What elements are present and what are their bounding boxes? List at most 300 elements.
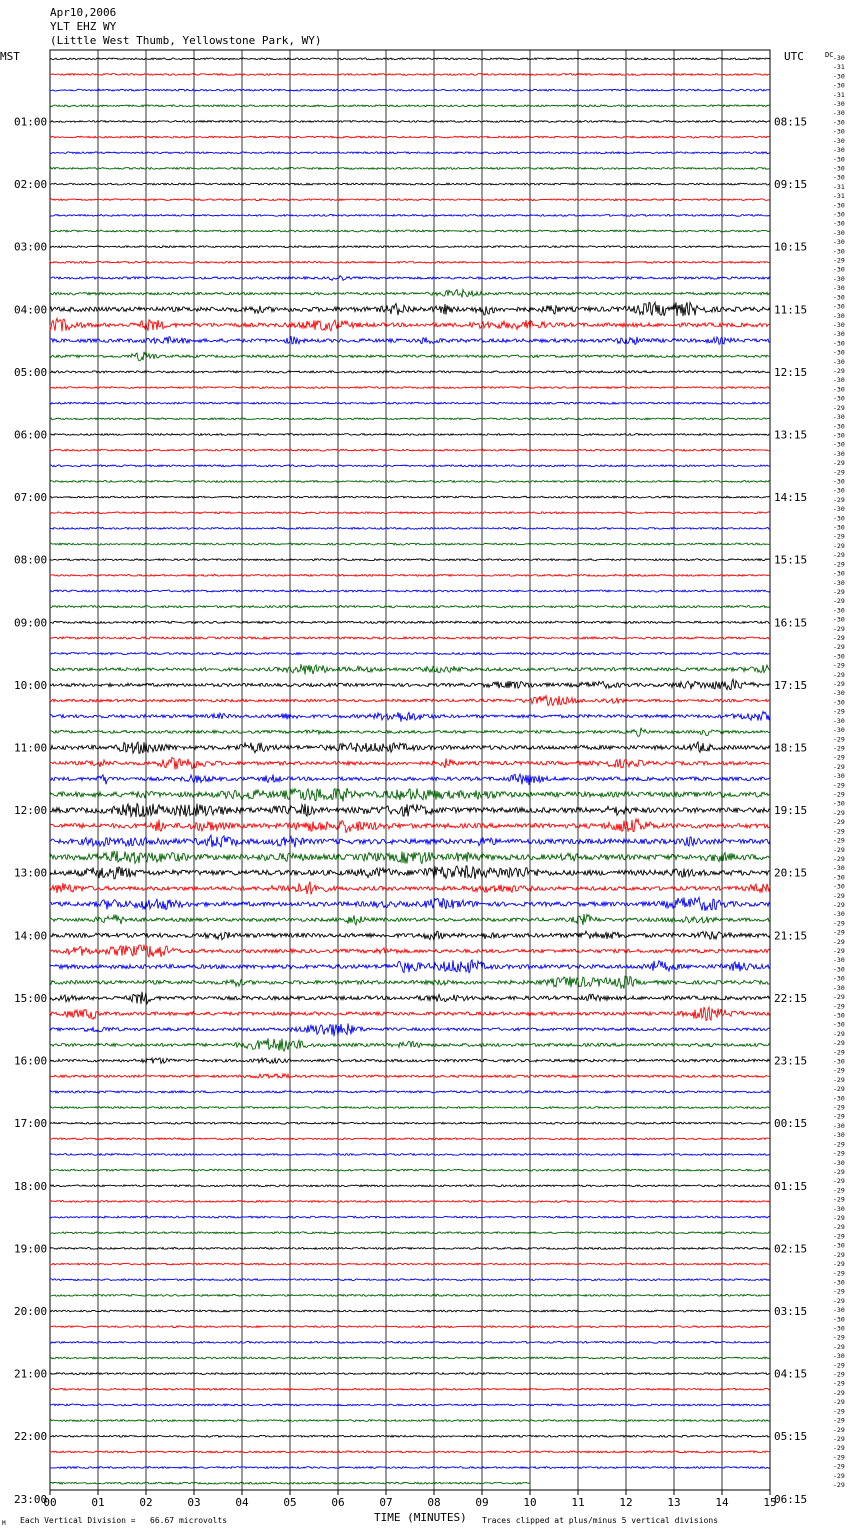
dc-offset: -30 <box>833 311 845 320</box>
trace-90 <box>50 1467 770 1469</box>
trace-30 <box>50 528 770 530</box>
dc-offset: -29 <box>833 762 845 771</box>
dc-offset: -29 <box>833 1103 845 1112</box>
dc-offset: -29 <box>833 1149 845 1158</box>
dc-offset: -29 <box>833 1407 845 1416</box>
trace-75 <box>50 1232 770 1234</box>
trace-5 <box>50 136 770 138</box>
utc-hour-label: 12:15 <box>774 365 808 379</box>
trace-20 <box>50 371 770 373</box>
trace-73 <box>50 1201 770 1203</box>
trace-43 <box>50 728 770 737</box>
dc-offset: -30 <box>833 431 845 440</box>
trace-74 <box>50 1216 770 1218</box>
dc-offset: -29 <box>833 1462 845 1471</box>
utc-hour-label: 15:15 <box>774 553 808 567</box>
dc-offset: -30 <box>833 275 845 283</box>
dc-offset: -29 <box>833 1398 845 1407</box>
dc-offset: -30 <box>833 716 845 725</box>
mst-hour-label: 01:00 <box>14 115 48 129</box>
utc-hour-label: 16:15 <box>774 616 808 630</box>
dc-offset: -29 <box>833 1029 845 1038</box>
dc-offset: -30 <box>833 1158 845 1167</box>
trace-24 <box>50 434 770 436</box>
dc-offset: -30 <box>833 201 845 210</box>
mst-hour-label: 17:00 <box>14 1117 48 1131</box>
trace-19 <box>50 352 770 361</box>
x-tick-label: 08 <box>427 1496 441 1509</box>
dc-offset: -29 <box>833 753 845 762</box>
trace-22 <box>50 402 770 404</box>
trace-17 <box>50 318 770 331</box>
utc-hour-label: 04:15 <box>774 1367 808 1381</box>
trace-64 <box>50 1058 770 1063</box>
dc-offset: -29 <box>833 670 845 679</box>
dc-offset: -30 <box>833 238 845 247</box>
mst-hour-label: 05:00 <box>14 365 48 379</box>
dc-offset: -29 <box>833 256 845 265</box>
dc-offset: -29 <box>833 1039 845 1048</box>
trace-12 <box>50 246 770 248</box>
dc-offset: -30 <box>833 956 845 965</box>
dc-offset: -30 <box>833 385 845 394</box>
dc-offset: -31 <box>833 90 845 99</box>
dc-offset: -29 <box>833 1471 845 1480</box>
dc-offset: -30 <box>833 440 845 449</box>
dc-offset: -29 <box>833 1453 845 1462</box>
mst-hour-label: 18:00 <box>14 1179 48 1193</box>
dc-offset: -29 <box>833 993 845 1002</box>
trace-0 <box>50 58 770 60</box>
dc-offset: -29 <box>833 1370 845 1379</box>
dc-offset: -30 <box>833 247 845 256</box>
dc-label: DC <box>825 51 834 59</box>
mst-hour-label: 12:00 <box>14 804 48 818</box>
plot-frame <box>50 50 770 1490</box>
trace-21 <box>50 387 770 389</box>
dc-offset: -30 <box>833 219 845 228</box>
dc-offset: -30 <box>833 155 845 164</box>
dc-offset: -29 <box>833 1287 845 1296</box>
dc-offset: -29 <box>833 1269 845 1278</box>
station-code: YLT EHZ WY <box>50 20 117 33</box>
utc-hour-label: 13:15 <box>774 428 808 442</box>
dc-offset: -30 <box>833 109 845 118</box>
dc-offset: -30 <box>833 54 845 62</box>
trace-77 <box>50 1263 770 1265</box>
utc-hour-label: 01:15 <box>774 1179 808 1193</box>
dc-offset-labels <box>833 54 845 1489</box>
dc-offset: -30 <box>833 136 845 145</box>
dc-offset: -30 <box>833 210 845 219</box>
dc-offset: -29 <box>833 845 845 854</box>
dc-offset: -29 <box>833 1416 845 1425</box>
dc-offset: -29 <box>833 818 845 827</box>
dc-offset: -29 <box>833 1260 845 1268</box>
utc-hour-label: 19:15 <box>774 804 808 818</box>
utc-hour-label: 18:15 <box>774 741 808 755</box>
dc-offset: -29 <box>833 1075 845 1084</box>
x-tick-label: 15 <box>763 1496 777 1509</box>
x-axis-label: TIME (MINUTES) <box>374 1511 467 1524</box>
dc-offset: -29 <box>833 1085 845 1094</box>
dc-offset: -30 <box>833 348 845 357</box>
trace-25 <box>50 449 770 451</box>
dc-offset: -29 <box>833 661 845 670</box>
trace-56 <box>50 931 770 940</box>
trace-58 <box>50 960 770 973</box>
trace-7 <box>50 168 770 170</box>
trace-59 <box>50 976 770 988</box>
dc-offset: -29 <box>833 680 845 688</box>
dc-offset: -29 <box>833 1112 845 1121</box>
dc-offset: -30 <box>833 1094 845 1103</box>
trace-9 <box>50 199 770 201</box>
dc-offset: -29 <box>833 1195 845 1204</box>
dc-offset: -29 <box>833 1168 845 1176</box>
dc-offset: -29 <box>833 468 845 477</box>
dc-offset: -29 <box>833 947 845 955</box>
utc-hour-label: 06:15 <box>774 1492 808 1506</box>
dc-offset: -29 <box>833 781 845 790</box>
mst-hour-label: 02:00 <box>14 178 48 192</box>
dc-offset: -30 <box>833 477 845 486</box>
dc-offset: -30 <box>833 413 845 422</box>
dc-offset: -31 <box>833 192 845 201</box>
header <box>50 6 322 47</box>
trace-72 <box>50 1185 770 1187</box>
dc-offset: -29 <box>833 1379 845 1388</box>
utc-hour-label: 00:15 <box>774 1117 808 1131</box>
dc-offset: -29 <box>833 1425 845 1434</box>
dc-offset: -29 <box>833 1481 845 1489</box>
dc-offset: -30 <box>833 173 845 182</box>
trace-3 <box>50 105 770 107</box>
trace-80 <box>50 1310 770 1312</box>
utc-hour-label: 05:15 <box>774 1430 808 1444</box>
dc-offset: -30 <box>833 698 845 707</box>
dc-offset: -29 <box>833 1214 845 1222</box>
trace-35 <box>50 606 770 608</box>
trace-13 <box>50 261 770 263</box>
mst-hour-label: 07:00 <box>14 491 48 505</box>
dc-offset: -29 <box>833 634 845 642</box>
trace-57 <box>50 945 770 957</box>
footer-mark: M <box>2 1520 6 1527</box>
dc-offset: -30 <box>833 118 845 127</box>
x-tick-label: 03 <box>187 1496 201 1509</box>
trace-68 <box>50 1122 770 1124</box>
trace-39 <box>50 664 770 674</box>
dc-offset: -30 <box>833 394 845 403</box>
utc-hour-label: 17:15 <box>774 678 808 692</box>
dc-offset: -30 <box>833 965 845 974</box>
trace-32 <box>50 559 770 561</box>
mst-hour-label: 15:00 <box>14 991 48 1005</box>
x-tick-label: 09 <box>475 1496 489 1509</box>
trace-61 <box>50 1007 770 1020</box>
dc-offset: -29 <box>833 744 845 753</box>
dc-offset: -30 <box>833 983 845 992</box>
trace-89 <box>50 1451 770 1453</box>
dc-offset: -29 <box>833 643 845 652</box>
trace-71 <box>50 1169 770 1171</box>
dc-offset: -30 <box>833 449 845 458</box>
mst-hour-label: 20:00 <box>14 1305 48 1318</box>
trace-85 <box>50 1388 770 1390</box>
trace-1 <box>50 74 770 76</box>
dc-offset: -30 <box>833 1204 845 1213</box>
dc-offset: -29 <box>833 855 845 863</box>
mst-hour-label: 10:00 <box>14 678 48 692</box>
x-tick-label: 10 <box>523 1496 537 1509</box>
dc-offset: -29 <box>833 1361 845 1370</box>
dc-offset: -29 <box>833 1066 845 1075</box>
dc-offset: -30 <box>833 100 845 108</box>
dc-offset: -29 <box>833 937 845 946</box>
dc-offset: -30 <box>833 376 845 385</box>
trace-2 <box>50 89 770 91</box>
mst-hour-label: 16:00 <box>14 1054 48 1068</box>
utc-hour-label: 11:15 <box>774 303 808 317</box>
dc-offset: -29 <box>833 1296 845 1305</box>
utc-hour-label: 20:15 <box>774 866 808 880</box>
dc-offset: -29 <box>833 560 845 569</box>
trace-6 <box>50 152 770 154</box>
vertical-division-note: Each Vertical Division = 66.67 microvolts <box>20 1516 228 1525</box>
mst-hour-label: 06:00 <box>14 428 48 442</box>
dc-offset: -30 <box>833 330 845 339</box>
trace-41 <box>50 696 770 706</box>
dc-offset: -30 <box>833 1057 845 1066</box>
dc-offset: -31 <box>833 63 845 72</box>
dc-offset: -30 <box>833 1011 845 1020</box>
dc-offset: -29 <box>833 790 845 799</box>
trace-50 <box>50 835 770 847</box>
utc-hour-label: 21:15 <box>774 929 808 943</box>
utc-hour-label: 14:15 <box>774 491 808 505</box>
dc-offset: -29 <box>833 891 845 900</box>
dc-offset: -29 <box>833 624 845 633</box>
dc-offset: -30 <box>833 569 845 578</box>
trace-28 <box>50 496 770 498</box>
trace-81 <box>50 1326 770 1328</box>
trace-48 <box>50 804 770 818</box>
trace-55 <box>50 914 770 925</box>
dc-offset: -29 <box>833 1232 845 1241</box>
dc-offset: -30 <box>833 882 845 891</box>
trace-34 <box>50 590 770 592</box>
x-tick-label: 06 <box>331 1496 345 1509</box>
trace-40 <box>50 679 770 690</box>
trace-78 <box>50 1279 770 1281</box>
trace-79 <box>50 1294 770 1296</box>
x-tick-label: 02 <box>139 1496 153 1509</box>
trace-51 <box>50 851 770 864</box>
x-tick-label: 13 <box>667 1496 681 1509</box>
trace-76 <box>50 1248 770 1250</box>
mst-hour-label: 03:00 <box>14 240 48 254</box>
trace-62 <box>50 1023 770 1036</box>
dc-offset: -30 <box>833 606 845 615</box>
dc-offset: -29 <box>833 1250 845 1259</box>
dc-offset: -29 <box>833 836 845 845</box>
mst-hour-label: 14:00 <box>14 929 48 943</box>
trace-37 <box>50 637 770 639</box>
dc-offset: -30 <box>833 339 845 348</box>
dc-offset: -30 <box>833 726 845 735</box>
trace-84 <box>50 1373 770 1375</box>
mst-hour-label: 19:00 <box>14 1242 48 1256</box>
dc-offset: -30 <box>833 72 845 81</box>
utc-hour-labels <box>774 115 807 1505</box>
x-tick-label: 00 <box>43 1496 57 1509</box>
trace-42 <box>50 712 770 722</box>
dc-offset: -30 <box>833 1352 845 1361</box>
dc-offset: -30 <box>833 1020 845 1029</box>
dc-offset: -29 <box>833 1140 845 1149</box>
seismic-traces <box>50 58 770 1484</box>
trace-31 <box>50 543 770 545</box>
x-tick-label: 12 <box>619 1496 633 1509</box>
dc-offset: -29 <box>833 1435 845 1443</box>
dc-offset: -30 <box>833 615 845 624</box>
x-axis-ticks <box>43 1490 776 1509</box>
left-timezone-label: MST <box>0 50 20 63</box>
trace-47 <box>50 788 770 801</box>
trace-65 <box>50 1074 770 1078</box>
dc-offset: -30 <box>833 799 845 808</box>
trace-63 <box>50 1038 770 1051</box>
utc-hour-label: 10:15 <box>774 240 808 254</box>
trace-23 <box>50 418 770 420</box>
dc-offset: -29 <box>833 808 845 817</box>
clipping-note: Traces clipped at plus/minus 5 vertical divisions <box>482 1516 719 1525</box>
dc-offset: -29 <box>833 1186 845 1195</box>
trace-8 <box>50 183 770 185</box>
dc-offset: -29 <box>833 403 845 412</box>
trace-82 <box>50 1341 770 1343</box>
trace-60 <box>50 992 770 1004</box>
mst-hour-label: 13:00 <box>14 866 48 880</box>
utc-hour-label: 22:15 <box>774 991 808 1005</box>
mst-hour-label: 23:00 <box>14 1492 48 1506</box>
trace-45 <box>50 757 770 769</box>
dc-offset: -30 <box>833 873 845 882</box>
trace-83 <box>50 1357 770 1359</box>
mst-hour-labels <box>14 115 47 1505</box>
utc-hour-label: 08:15 <box>774 115 808 129</box>
x-tick-label: 04 <box>235 1496 249 1509</box>
utc-hour-label: 09:15 <box>774 178 808 192</box>
dc-offset: -30 <box>833 689 845 698</box>
utc-hour-label: 03:15 <box>774 1305 808 1318</box>
dc-offset: -30 <box>833 1131 845 1140</box>
dc-offset: -29 <box>833 459 845 468</box>
trace-33 <box>50 575 770 577</box>
trace-38 <box>50 653 770 655</box>
x-tick-label: 07 <box>379 1496 393 1509</box>
dc-offset: -30 <box>833 1278 845 1287</box>
dc-offset: -29 <box>833 367 845 375</box>
trace-69 <box>50 1138 770 1140</box>
trace-66 <box>50 1091 770 1093</box>
dc-offset: -29 <box>833 1002 845 1011</box>
dc-offset: -30 <box>833 505 845 514</box>
dc-offset: -29 <box>833 901 845 909</box>
dc-offset: -30 <box>833 1121 845 1130</box>
trace-70 <box>50 1154 770 1156</box>
dc-offset: -30 <box>833 1315 845 1324</box>
record-date: Apr10,2006 <box>50 6 117 19</box>
trace-49 <box>50 819 770 833</box>
x-tick-label: 14 <box>715 1496 729 1509</box>
utc-hour-label: 23:15 <box>774 1054 808 1068</box>
dc-offset: -29 <box>833 735 845 744</box>
dc-offset: -29 <box>833 1333 845 1342</box>
dc-offset: -30 <box>833 302 845 311</box>
dc-offset: -29 <box>833 1444 845 1453</box>
dc-offset: -29 <box>833 1223 845 1232</box>
dc-offset: -29 <box>833 1048 845 1057</box>
dc-offset: -31 <box>833 182 845 191</box>
dc-offset: -30 <box>833 357 845 366</box>
trace-53 <box>50 882 770 895</box>
trace-52 <box>50 866 770 879</box>
dc-offset: -29 <box>833 1177 845 1186</box>
trace-29 <box>50 512 770 514</box>
dc-offset: -30 <box>833 284 845 293</box>
dc-offset: -30 <box>833 514 845 523</box>
dc-offset: -29 <box>833 928 845 937</box>
x-tick-label: 11 <box>571 1496 585 1509</box>
mst-hour-label: 22:00 <box>14 1430 48 1444</box>
dc-offset: -30 <box>833 523 845 532</box>
dc-offset: -30 <box>833 228 845 237</box>
trace-16 <box>50 302 770 316</box>
dc-offset: -29 <box>833 827 845 836</box>
trace-15 <box>50 290 770 298</box>
trace-67 <box>50 1107 770 1109</box>
dc-offset: -30 <box>833 146 845 155</box>
dc-offset: -29 <box>833 532 845 541</box>
dc-offset: -29 <box>833 495 845 504</box>
trace-46 <box>50 774 770 785</box>
trace-4 <box>50 121 770 123</box>
dc-offset: -29 <box>833 588 845 596</box>
dc-offset: -30 <box>833 321 845 329</box>
dc-offset: -30 <box>833 910 845 919</box>
dc-offset: -29 <box>833 707 845 716</box>
x-tick-label: 05 <box>283 1496 297 1509</box>
x-tick-label: 01 <box>91 1496 105 1509</box>
dc-offset: -30 <box>833 293 845 302</box>
dc-offset: -30 <box>833 974 845 983</box>
trace-86 <box>50 1404 770 1406</box>
dc-offset: -30 <box>833 864 845 873</box>
dc-offset: -29 <box>833 597 845 606</box>
right-timezone-label: UTC <box>784 50 804 63</box>
dc-offset: -29 <box>833 1388 845 1397</box>
dc-offset: -30 <box>833 127 845 136</box>
minute-gridlines <box>98 50 722 1490</box>
dc-offset: -30 <box>833 1241 845 1250</box>
trace-10 <box>50 215 770 217</box>
trace-11 <box>50 230 770 232</box>
dc-offset: -30 <box>833 81 845 90</box>
dc-offset: -30 <box>833 652 845 661</box>
dc-offset: -30 <box>833 422 845 431</box>
